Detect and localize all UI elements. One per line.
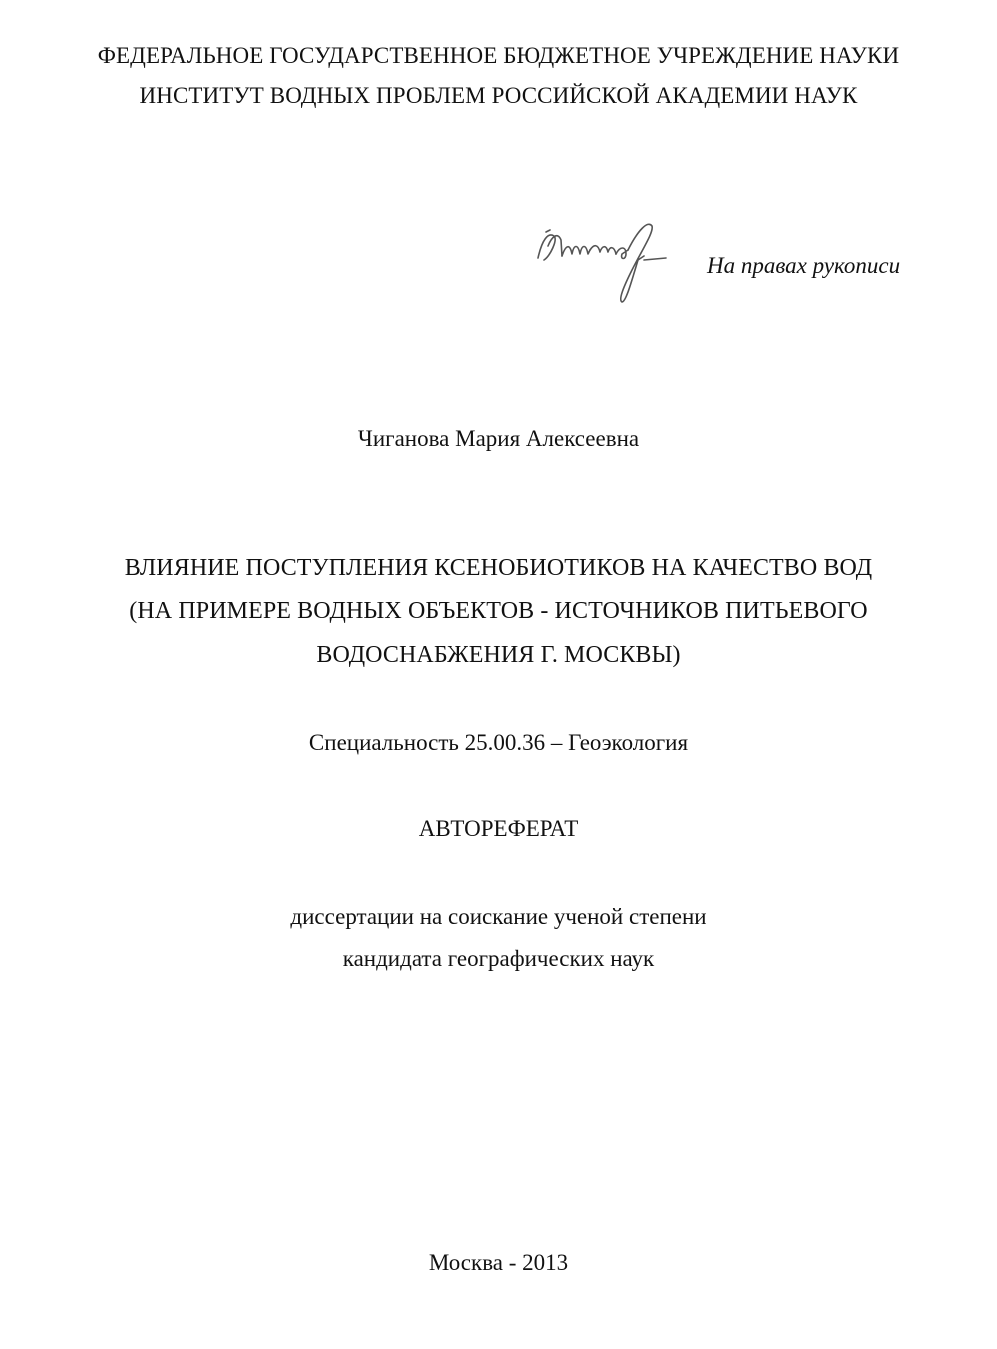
degree-line-2: кандидата географических наук (342, 946, 655, 971)
organization-line-1: ФЕДЕРАЛЬНОЕ ГОСУДАРСТВЕННОЕ БЮДЖЕТНОЕ УЧРЕЖДЕНИЕ НАУКИ (97, 43, 900, 68)
author-name: Чиганова Мария Алексеевна (357, 426, 640, 451)
title-line-1: ВЛИЯНИЕ ПОСТУПЛЕНИЯ КСЕНОБИОТИКОВ НА КАЧЕСТВО ВОД (124, 555, 873, 581)
manuscript-note: На правах рукописи (707, 253, 901, 278)
title-line-2: (НА ПРИМЕРЕ ВОДНЫХ ОБЪЕКТОВ - ИСТОЧНИКОВ ПИТЬЕВОГО (129, 598, 868, 624)
degree-line-1: диссертации на соискание ученой степени (290, 904, 707, 929)
handwritten-signature (528, 210, 678, 310)
organization-line-2: ИНСТИТУТ ВОДНЫХ ПРОБЛЕМ РОССИЙСКОЙ АКАДЕМИИ НАУК (139, 83, 858, 108)
city-year: Москва - 2013 (428, 1250, 569, 1275)
title-line-3: ВОДОСНАБЖЕНИЯ Г. МОСКВЫ) (316, 642, 681, 668)
specialty: Специальность 25.00.36 – Геоэкология (308, 730, 689, 755)
document-type: АВТОРЕФЕРАТ (418, 816, 579, 841)
